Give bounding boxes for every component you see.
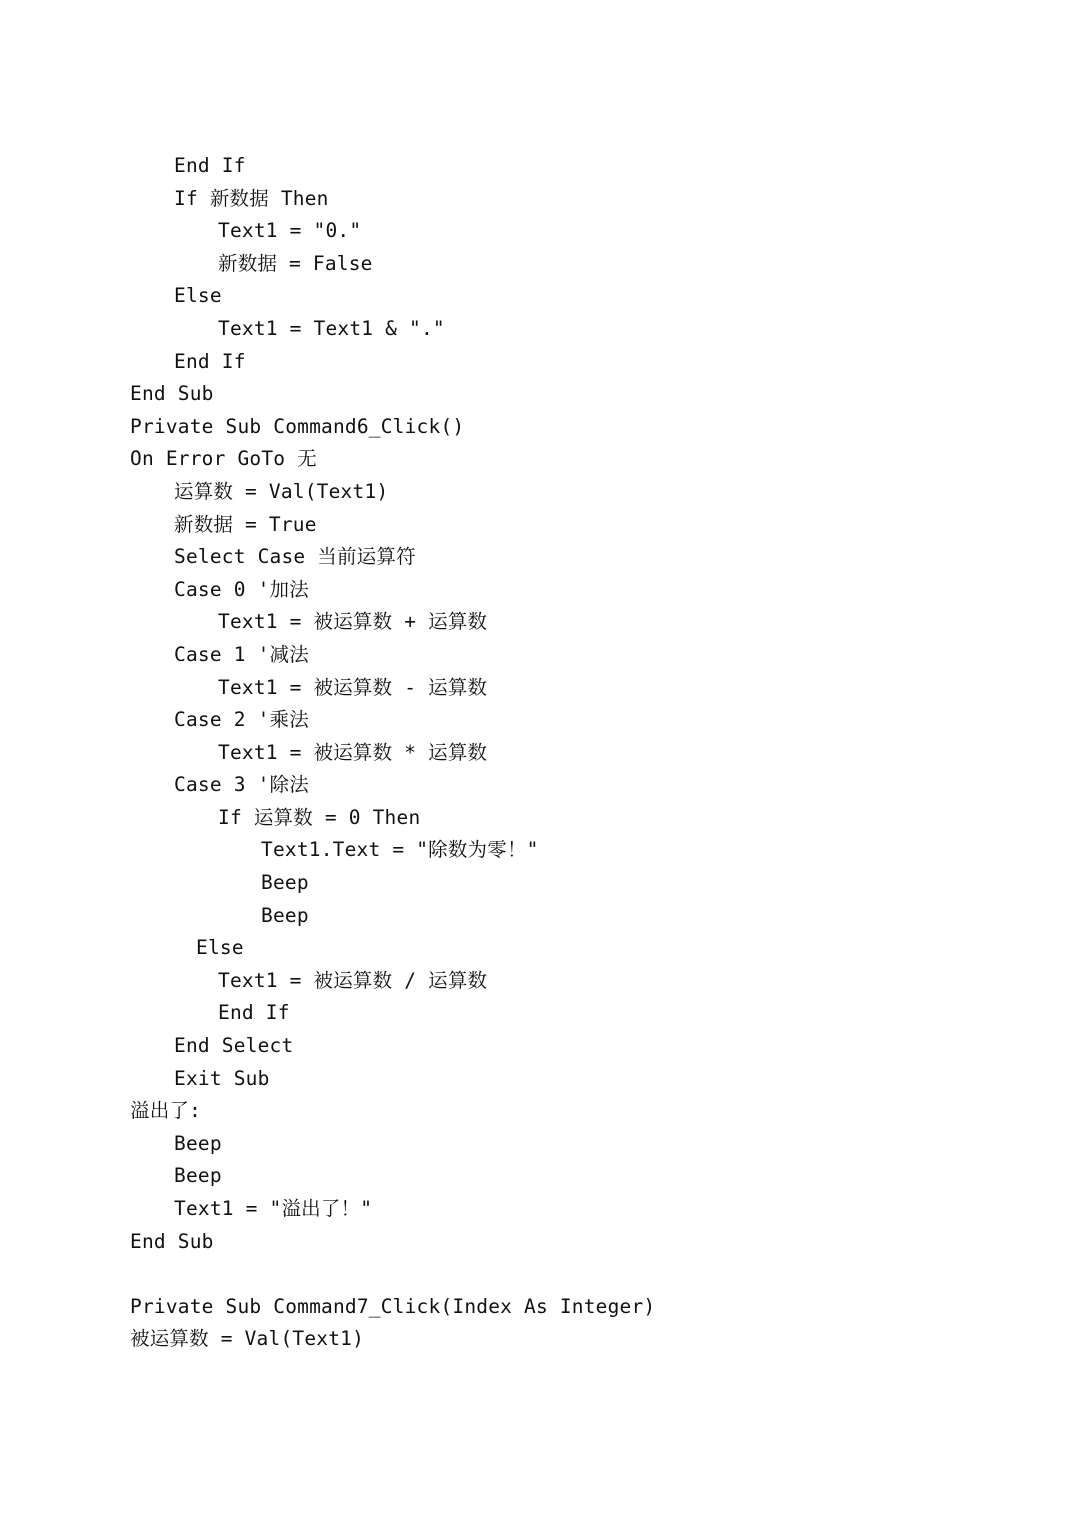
code-line: Beep — [174, 1164, 222, 1188]
code-line: Beep — [261, 871, 309, 895]
code-line: Text1 = "溢出了！" — [174, 1197, 373, 1220]
code-line: If 新数据 Then — [174, 186, 329, 210]
code-line: Case 3 '除法 — [174, 773, 309, 797]
code-line: 被运算数 = Val(Text1) — [130, 1327, 365, 1351]
code-line: End Sub — [130, 382, 214, 406]
code-line: Text1 = 被运算数 - 运算数 — [218, 675, 488, 699]
code-line: 新数据 = False — [218, 251, 373, 275]
code-line: Text1 = 被运算数 * 运算数 — [218, 740, 488, 764]
code-line: Else — [196, 936, 244, 960]
code-line: End Sub — [130, 1229, 214, 1253]
code-line: Beep — [261, 903, 309, 927]
code-line: Private Sub Command7_Click(Index As Integer) — [130, 1294, 656, 1318]
code-line: End If — [174, 349, 246, 373]
code-line: If 运算数 = 0 Then — [218, 805, 421, 829]
code-line: Text1 = 被运算数 + 运算数 — [218, 610, 488, 634]
code-line: Text1 = Text1 & "." — [218, 316, 445, 340]
code-line: Text1.Text = "除数为零！" — [261, 838, 539, 862]
code-listing — [130, 150, 655, 1356]
code-line: On Error GoTo 无 — [130, 447, 317, 471]
code-line: End If — [218, 1001, 290, 1025]
code-line: Text1 = "0." — [218, 219, 362, 243]
code-line: End Select — [174, 1034, 294, 1058]
code-line: Beep — [174, 1131, 222, 1155]
code-line: Else — [174, 284, 222, 308]
code-line: Case 2 '乘法 — [174, 708, 309, 732]
code-line: Private Sub Command6_Click() — [130, 414, 465, 438]
blank-line — [130, 1258, 655, 1291]
code-line: 溢出了: — [130, 1099, 202, 1123]
code-line: Exit Sub — [174, 1066, 270, 1090]
code-line: Select Case 当前运算符 — [174, 545, 416, 569]
code-line: Case 0 '加法 — [174, 577, 309, 601]
code-line: 新数据 = True — [174, 512, 317, 536]
code-line: End If — [174, 154, 246, 177]
code-line: 运算数 = Val(Text1) — [174, 479, 389, 503]
code-line: Case 1 '减法 — [174, 642, 309, 666]
code-line: Text1 = 被运算数 / 运算数 — [218, 968, 488, 992]
